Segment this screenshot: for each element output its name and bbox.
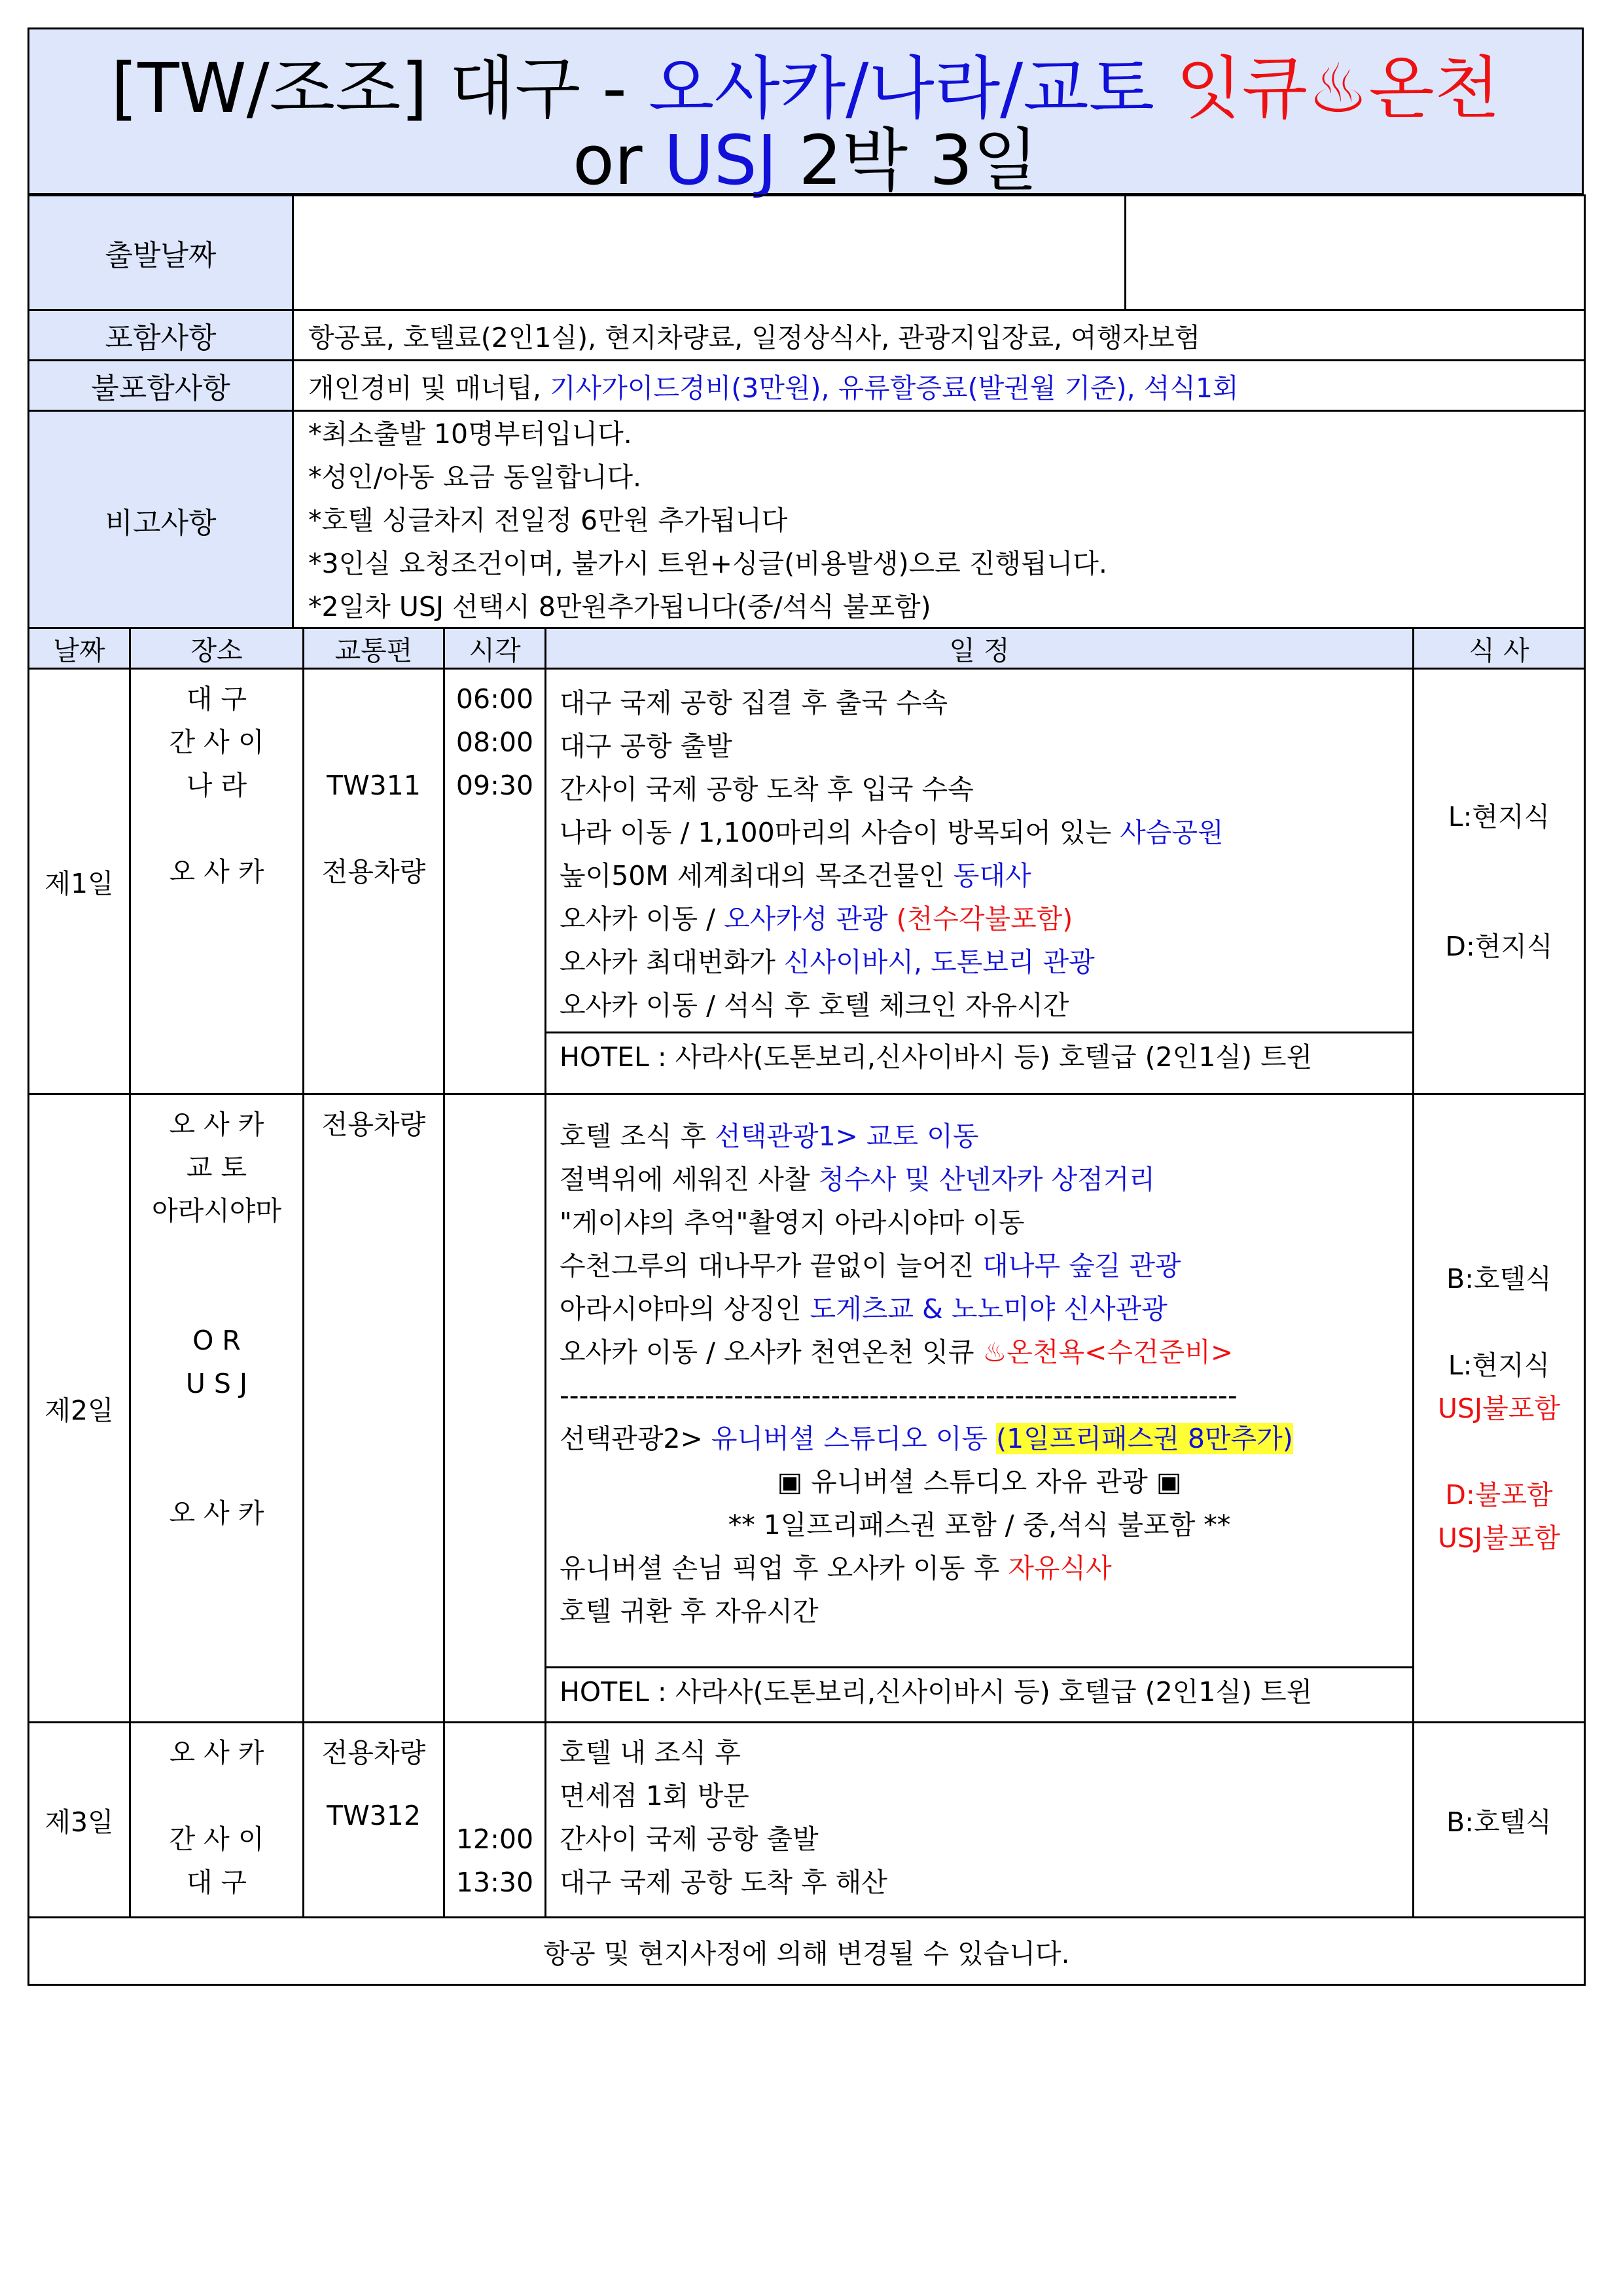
place-item: 대 구 [186, 1867, 247, 1898]
meal-dinner: D:불포함 [1445, 1479, 1553, 1511]
place-item: 간 사 이 [169, 1823, 264, 1855]
remark-item: *호텔 싱글차지 전일정 6만원 추가됩니다 [308, 504, 788, 536]
time-item: 12:00 [455, 1823, 534, 1855]
day1-times [444, 669, 546, 1094]
itinerary-line: 대구 국제 공항 집결 후 출국 수속 [560, 687, 948, 719]
remark-item: *3인실 요청조건이며, 불가시 트윈+싱글(비용발생)으로 진행됩니다. [308, 547, 1107, 579]
day1-label: 제1일 [29, 669, 130, 1094]
place-item: 오 사 카 [169, 1109, 264, 1140]
transport-item: TW311 [327, 770, 421, 801]
itinerary-line [560, 1158, 1399, 1201]
page-subtitle [29, 121, 1582, 200]
page-title [29, 49, 1582, 128]
day1-meals [1414, 669, 1585, 1094]
itinerary-price-highlight: (1일프리패스권 8만추가) [996, 1423, 1293, 1454]
itinerary-text: 선택관광2> [560, 1423, 711, 1454]
time-item: 09:30 [455, 770, 534, 801]
itinerary-line [560, 1244, 1399, 1287]
meal-lunch-usj: USJ불포함 [1438, 1392, 1560, 1424]
excluded-value [293, 361, 1585, 411]
included-value: 항공료, 호텔료(2인1실), 현지차량료, 일정상식사, 관광지입장료, 여행자보험 [293, 310, 1585, 361]
itinerary-note: ♨온천욕<수건준비> [982, 1336, 1234, 1368]
day2-hotel: HOTEL : 사라사(도톤보리,신사이바시 등) 호텔급 (2인1실) 트윈 [546, 1666, 1412, 1715]
itinerary-line: 간사이 국제 공항 출발 [560, 1823, 819, 1855]
itinerary-line: 간사이 국제 공항 도착 후 입국 수속 [560, 774, 974, 805]
remark-item: *최소출발 10명부터입니다. [308, 418, 632, 450]
footer-row [29, 1918, 1585, 1985]
itinerary-divider: ---------------------------------------------------------------------- [560, 1380, 1238, 1411]
day3-label: 제3일 [29, 1723, 130, 1918]
itinerary-highlight: 대나무 숲길 관광 [982, 1250, 1181, 1282]
transport-item: 전용차량 [321, 856, 426, 888]
itinerary-line: ▣ 유니버셜 스튜디오 자유 관광 ▣ [777, 1466, 1182, 1498]
itinerary-highlight: 신사이바시, 도톤보리 관광 [783, 946, 1095, 978]
itinerary-line [560, 897, 1399, 941]
itinerary-line [560, 1331, 1399, 1374]
meal-lunch: L:현지식 [1448, 800, 1550, 833]
schedule-header-row [29, 628, 1585, 669]
itinerary-line: 오사카 이동 / 석식 후 호텔 체크인 자유시간 [560, 990, 1069, 1021]
itinerary-line: 호텔 내 조식 후 [560, 1737, 741, 1768]
itinerary-text: 오사카 이동 / 오사카 천연온천 잇큐 [560, 1336, 983, 1368]
meal-spacer [1414, 1430, 1584, 1473]
itinerary-note: 자유식사 [1008, 1552, 1112, 1584]
itinerary-text: 오사카 이동 / [560, 903, 724, 935]
place-item: 아라시야마 [151, 1195, 282, 1227]
place-item [131, 1448, 302, 1492]
place-item: 대 구 [186, 683, 247, 715]
subtitle-usj: USJ [664, 120, 799, 200]
day3-times [444, 1723, 546, 1918]
place-item [131, 1276, 302, 1319]
itinerary-line [560, 1287, 1399, 1331]
itinerary-line: 면세점 1회 방문 [560, 1780, 749, 1812]
itinerary-text: 나라 이동 / 1,100마리의 사슴이 방목되어 있는 [560, 817, 1120, 848]
itinerary-line: ** 1일프리패스권 포함 / 중,석식 불포함 ** [728, 1509, 1231, 1541]
departure-label: 출발날짜 [29, 196, 293, 310]
departure-value-2 [1126, 196, 1585, 310]
day2-row [29, 1094, 1585, 1723]
itinerary-line [560, 811, 1399, 854]
time-item [445, 1774, 544, 1818]
meal-dinner: D:현지식 [1445, 930, 1553, 962]
meal-dinner-usj: USJ불포함 [1438, 1522, 1560, 1554]
itinerary-line [560, 941, 1399, 984]
itinerary-highlight: 도게츠교 & 노노미야 신사관광 [810, 1293, 1168, 1325]
meal-lunch: L:현지식 [1448, 1349, 1550, 1381]
footer-note: 항공 및 현지사정에 의해 변경될 수 있습니다. [29, 1918, 1585, 1985]
meal-spacer [1414, 882, 1584, 925]
transport-item: TW312 [327, 1800, 421, 1831]
included-label: 포함사항 [29, 310, 293, 361]
subtitle-or: or [573, 120, 664, 200]
time-item: 06:00 [455, 683, 534, 715]
place-item: 오 사 카 [169, 856, 264, 888]
place-item: 간 사 이 [169, 726, 264, 758]
place-item: 오 사 카 [169, 1498, 264, 1529]
remarks-label: 비고사항 [29, 411, 293, 630]
day1-row [29, 669, 1585, 1094]
itinerary-line [560, 1115, 1399, 1158]
place-item: 교 토 [186, 1152, 247, 1183]
title-part-onsen: 잇큐♨온천 [1176, 48, 1501, 128]
excluded-fees: 기사가이드경비(3만원), 유류할증료(발권월 기준), 석식1회 [549, 372, 1239, 404]
day2-times [444, 1094, 546, 1723]
day3-itinerary [546, 1723, 1414, 1918]
day2-transport [304, 1094, 444, 1723]
transport-item [304, 721, 443, 764]
itinerary-text: 수천그루의 대나무가 끝없이 늘어진 [560, 1250, 983, 1282]
day1-itinerary [546, 669, 1414, 1094]
itinerary-text: 절벽위에 세워진 사찰 [560, 1164, 819, 1195]
schedule-table [27, 627, 1586, 1986]
day2-places [130, 1094, 304, 1723]
itinerary-line: "게이샤의 추억"촬영지 아라시야마 이동 [560, 1207, 1025, 1238]
col-header-time: 시각 [444, 628, 546, 669]
subtitle-duration: 2박 3일 [798, 120, 1039, 200]
meal-spacer [1414, 1300, 1584, 1344]
itinerary-text: 높이50M 세계최대의 목조건물인 [560, 860, 954, 891]
title-box [27, 27, 1584, 200]
excluded-general: 개인경비 및 매너팁, [308, 372, 550, 404]
title-part-route: [TW/조조] 대구 - [111, 48, 649, 128]
info-table [27, 194, 1586, 630]
itinerary-line: 대구 공항 출발 [560, 730, 732, 762]
day2-meals [1414, 1094, 1585, 1723]
time-item [445, 1731, 544, 1774]
transport-item: 전용차량 [321, 1737, 426, 1768]
itinerary-highlight: 사슴공원 [1120, 817, 1224, 848]
day2-itinerary [546, 1094, 1414, 1723]
day3-meals: B:호텔식 [1414, 1723, 1585, 1918]
itinerary-note: (천수각불포함) [896, 903, 1073, 935]
itinerary-text: 오사카 최대번화가 [560, 946, 784, 978]
itinerary-text: 호텔 조식 후 [560, 1121, 715, 1152]
excluded-label: 불포함사항 [29, 361, 293, 411]
meal-spacer [1414, 838, 1584, 882]
remark-item: *2일차 USJ 선택시 8만원추가됩니다(중/석식 불포함) [308, 590, 931, 622]
itinerary-line [560, 1547, 1399, 1590]
place-item: 오 사 카 [169, 1737, 264, 1768]
col-header-date: 날짜 [29, 628, 130, 669]
day1-transport [304, 669, 444, 1094]
itinerary-highlight: 선택관광1> 교토 이동 [715, 1121, 979, 1152]
itinerary-highlight: 오사카성 관광 [723, 903, 897, 935]
place-item [131, 807, 302, 850]
place-item: U S J [185, 1368, 248, 1399]
col-header-place: 장소 [130, 628, 304, 669]
place-item [131, 1774, 302, 1818]
itinerary-line: 대구 국제 공항 도착 후 해산 [560, 1867, 887, 1898]
day3-row [29, 1723, 1585, 1918]
meal-breakfast: B:호텔식 [1446, 1263, 1552, 1295]
itinerary-line [560, 1417, 1399, 1460]
itinerary-highlight: 청수사 및 산넨자카 상점거리 [818, 1164, 1155, 1195]
place-item [131, 1232, 302, 1276]
remarks-list [293, 411, 1585, 630]
itinerary-text: 아라시야마의 상징인 [560, 1293, 810, 1325]
transport-item [304, 677, 443, 721]
remark-item: *성인/아동 요금 동일합니다. [308, 461, 642, 493]
col-header-itinerary: 일 정 [546, 628, 1414, 669]
itinerary-line: 호텔 귀환 후 자유시간 [560, 1596, 819, 1627]
itinerary-line [560, 854, 1399, 897]
time-item: 13:30 [455, 1867, 534, 1898]
transport-item [304, 807, 443, 850]
place-item: O R [192, 1325, 241, 1356]
day2-label: 제2일 [29, 1094, 130, 1723]
day1-hotel: HOTEL : 사라사(도톤보리,신사이바시 등) 호텔급 (2인1실) 트윈 [546, 1031, 1412, 1081]
departure-value [293, 196, 1126, 310]
day3-places [130, 1723, 304, 1918]
place-item [131, 1405, 302, 1448]
transport-item: 전용차량 [321, 1109, 426, 1140]
itinerary-highlight: 유니버셜 스튜디오 이동 [711, 1423, 997, 1454]
col-header-meals: 식 사 [1414, 628, 1585, 669]
day3-transport [304, 1723, 444, 1918]
itinerary-text: 유니버셜 손님 픽업 후 오사카 이동 후 [560, 1552, 1008, 1584]
col-header-transport: 교통편 [304, 628, 444, 669]
day1-places [130, 669, 304, 1094]
itinerary-highlight: 동대사 [953, 860, 1031, 891]
place-item: 나 라 [186, 770, 247, 801]
title-part-cities: 오사카/나라/교토 [648, 48, 1177, 128]
time-item: 08:00 [455, 726, 534, 758]
